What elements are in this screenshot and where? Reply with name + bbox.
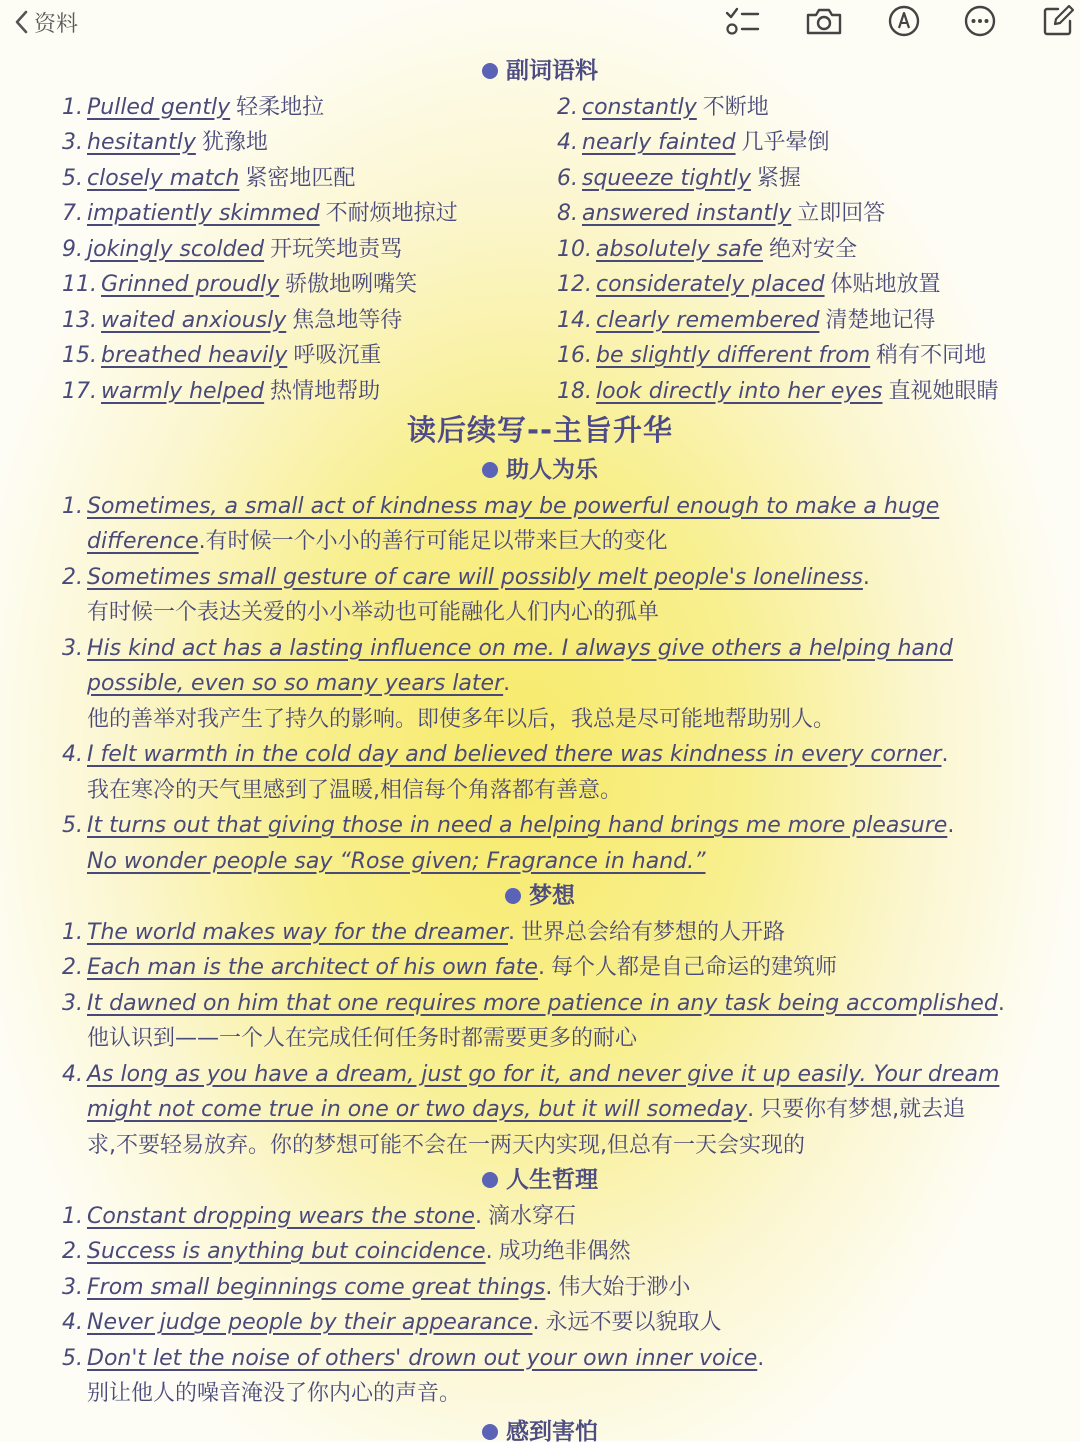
list-item: 3. It dawned on him that one requires more patience in any task being accomplished. 他认识到——一个人在完成任何任务时都需要更多的耐心 [62,990,1005,1051]
adverb-item: 7. impatiently skimmed 不耐烦地掠过 [62,201,458,226]
adverb-item: 15. breathed heavily 呼吸沉重 [62,343,382,368]
list-item: 1. The world makes way for the dreamer. 世界总会给有梦想的人开路 [62,919,786,945]
bullet-dot-icon [482,1172,498,1188]
bullet-dot-icon [482,462,498,478]
adverb-item: 1. Pulled gently 轻柔地拉 [62,94,325,120]
toolbar [0,0,1080,48]
chevron-left-icon [14,10,28,34]
help-list [0,489,1080,880]
list-item: 1. Sometimes, a small act of kindness may be powerful enough to make a huge difference.有时候一个小小的善行可能足以带来巨大的变化 [62,493,940,554]
adverb-item: 10. absolutely safe 绝对安全 [557,236,857,262]
main-title: 读后续写--主旨升华 [406,413,674,447]
section-heading-life: 人生哲理 [0,1163,1080,1199]
adverb-item: 4. nearly fainted 几乎晕倒 [557,130,830,155]
list-item: 2. Each man is the architect of his own fate. 每个人都是自己命运的建筑师 [62,955,837,980]
adverb-item: 2. constantly 不断地 [557,94,769,120]
more-options-icon[interactable] [960,3,1000,39]
checklist-icon[interactable] [722,3,762,39]
adverb-item: 3. hesitantly 犹豫地 [62,130,268,155]
adverb-item: 14. clearly remembered 清楚地记得 [557,307,936,333]
back-label: 资料 [34,11,79,37]
bullet-dot-icon [505,888,521,904]
adverb-item: 5. closely match 紧密地匹配 [62,165,356,191]
list-item: 3. From small beginnings come great things. 伟大始于渺小 [62,1274,691,1300]
list-item: 4. As long as you have a dream, just go for it, and never give it up easily. Your dream might not come true in one or two days, but it will someday. 只要你有梦想,就去追 求,不要轻易放弃。你的梦想可能不会在一两天内实现,但总有一天会实现的 [62,1061,1000,1158]
bullet-dot-icon [482,63,498,79]
note-content[interactable] [0,54,1080,1442]
life-list [0,1199,1080,1412]
list-item: 4. Never judge people by their appearance. 永远不要以貌取人 [62,1310,722,1335]
adverb-item: 12. considerately placed 体贴地放置 [557,272,941,297]
adverb-list [0,90,1080,410]
list-item: 1. Constant dropping wears the stone. 滴水穿石 [62,1203,576,1229]
adverb-item: 17. warmly helped 热情地帮助 [62,378,381,404]
bullet-dot-icon [482,1424,498,1440]
list-item: 5. Don't let the noise of others' drown out your own inner voice. 别让他人的噪音淹没了你内心的声音。 [62,1345,765,1406]
adverb-item: 9. jokingly scolded 开玩笑地责骂 [62,236,403,262]
list-item: 5. It turns out that giving those in need a helping hand brings me more pleasure. No wonder people say “Rose given; Fragrance in hand.” [62,813,955,874]
adverb-item: 16. be slightly different from 稍有不同地 [557,343,987,368]
camera-icon[interactable] [804,3,844,39]
list-item: 4. I felt warmth in the cold day and believed there was kindness in every corner. 我在寒冷的天气里感到了温暖,相信每个角落都有善意。 [62,742,949,803]
adverb-item: 11. Grinned proudly 骄傲地咧嘴笑 [62,272,418,297]
back-button[interactable] [14,6,78,38]
adverb-item: 13. waited anxiously 焦急地等待 [62,307,403,333]
section-heading-dream: 梦想 [0,879,1080,915]
adverb-item: 8. answered instantly 立即回答 [557,201,886,226]
dream-list [0,915,1080,1164]
markup-pen-icon[interactable] [884,3,924,39]
compose-icon[interactable] [1038,3,1078,39]
section-heading-adverb: 副词语料 [0,54,1080,90]
section-heading-next: 感到害怕 [0,1412,1080,1442]
section-heading-help: 助人为乐 [0,453,1080,489]
adverb-item: 18. look directly into her eyes 直视她眼睛 [557,378,999,404]
adverb-item: 6. squeeze tightly 紧握 [557,165,801,191]
list-item: 2. Sometimes small gesture of care will possibly melt people's loneliness. 有时候一个表达关爱的小小举动也可能融化人们内心的孤单 [62,564,870,625]
list-item: 2. Success is anything but coincidence. 成功绝非偶然 [62,1239,631,1264]
list-item: 3. His kind act has a lasting influence on me. I always give others a helping hand possible, even so so many years later. 他的善举对我产生了持久的影响。即使多年以后，我总是尽可能地帮助别人。 [62,635,953,732]
